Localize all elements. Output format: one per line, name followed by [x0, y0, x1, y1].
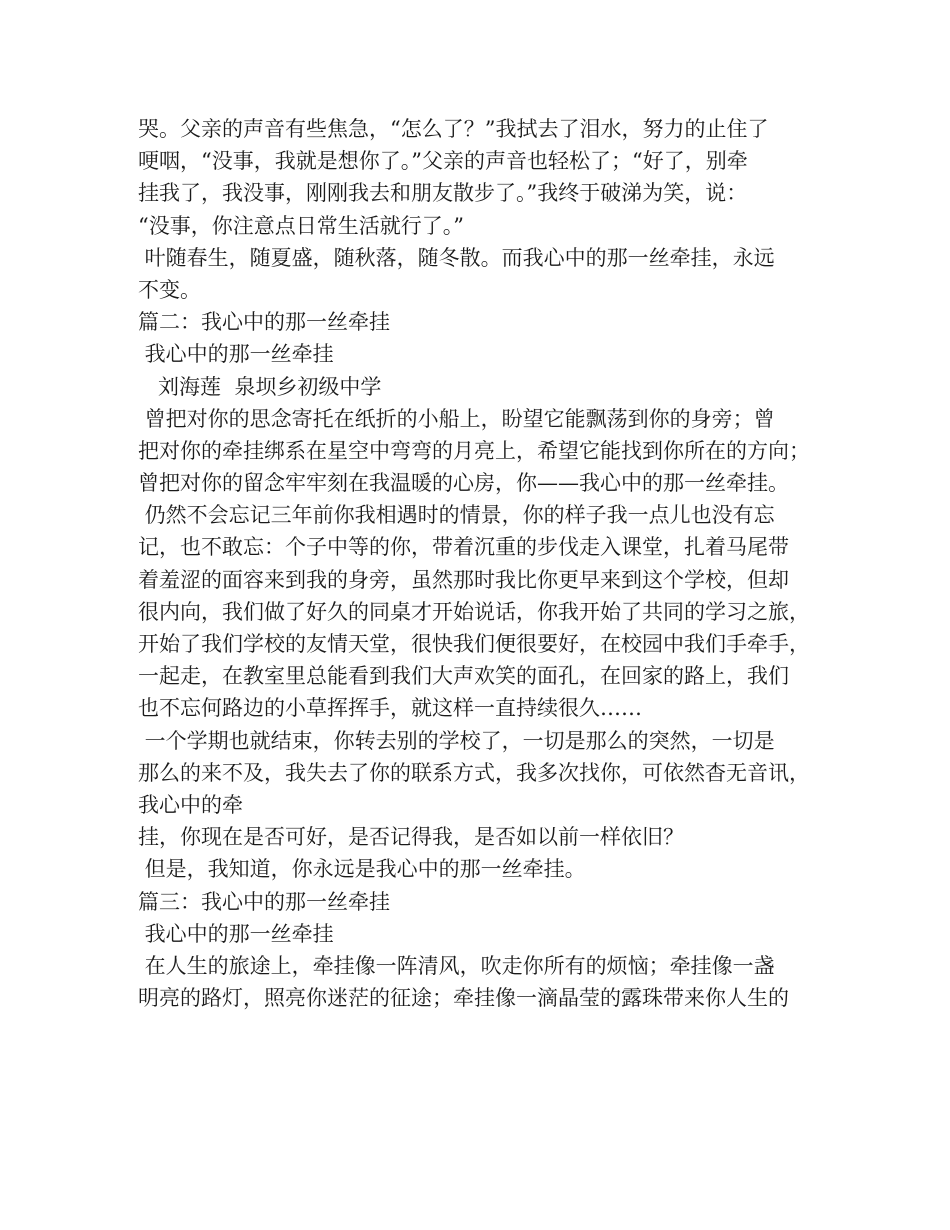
text-line: 挂我了，我没事，刚刚我去和朋友散步了。”我终于破涕为笑，说：	[138, 181, 748, 206]
text-line: 把对你的牵挂绑系在星空中弯弯的月亮上，希望它能找到你所在的方向；	[138, 438, 810, 463]
text-line: 在人生的旅途上，牵挂像一阵清风，吹走你所有的烦恼；牵挂像一盏	[138, 953, 775, 978]
text-line: 明亮的路灯，照亮你迷茫的征途；牵挂像一滴晶莹的露珠带来你人生的	[138, 986, 789, 1011]
text-line: 但是，我知道，你永远是我心中的那一丝牵挂。	[138, 857, 586, 882]
text-line: 哭。父亲的声音有些焦急，“怎么了？”我拭去了泪水，努力的止住了	[138, 117, 769, 141]
text-line: 开始了我们学校的友情天堂，很快我们便很要好，在校园中我们手牵手，	[138, 632, 810, 656]
article-title: 我心中的那一丝牵挂	[138, 921, 334, 946]
author-line: 刘海莲 泉坝乡初级中学	[138, 374, 382, 399]
text-line: 那么的来不及，我失去了你的联系方式，我多次找你，可依然杳无音讯，	[138, 760, 810, 785]
text-line: 记，也不敢忘：个子中等的你，带着沉重的步伐走入课堂，扎着马尾带	[138, 535, 789, 560]
text-line: “没事，你注意点日常生活就行了。”	[138, 213, 464, 238]
text-line: 曾把对你的思念寄托在纸折的小船上，盼望它能飘荡到你的身旁；曾	[138, 406, 775, 431]
text-line: 不变。	[138, 277, 201, 302]
section-heading: 篇三：我心中的那一丝牵挂	[138, 889, 390, 914]
text-line: 我心中的牵	[138, 792, 243, 817]
text-line: 哽咽，“没事，我就是想你了。”父亲的声音也轻松了；“好了，别牵	[138, 149, 748, 174]
article-title: 我心中的那一丝牵挂	[138, 342, 334, 367]
text-line: 一起走，在教室里总能看到我们大声欢笑的面孔，在回家的路上，我们	[138, 664, 789, 689]
text-line: 仍然不会忘记三年前你我相遇时的情景，你的样子我一点儿也没有忘	[138, 503, 775, 528]
text-line: 一个学期也就结束，你转去别的学校了，一切是那么的突然，一切是	[138, 728, 775, 753]
text-line: 也不忘何路边的小草挥挥手，就这样一直持续很久……	[138, 696, 642, 721]
text-line: 叶随春生，随夏盛，随秋落，随冬散。而我心中的那一丝牵挂，永远	[138, 245, 775, 270]
text-line: 着羞涩的面容来到我的身旁，虽然那时我比你更早来到这个学校，但却	[138, 567, 789, 592]
section-heading: 篇二：我心中的那一丝牵挂	[138, 310, 390, 335]
text-line: 曾把对你的留念牢牢刻在我温暖的心房，你——我心中的那一丝牵挂。	[138, 471, 789, 496]
document-body	[138, 113, 823, 1014]
text-line: 很内向，我们做了好久的同桌才开始说话，你我开始了共同的学习之旅，	[138, 599, 810, 624]
text-line: 挂，你现在是否可好，是否记得我，是否如以前一样依旧？	[138, 825, 684, 850]
